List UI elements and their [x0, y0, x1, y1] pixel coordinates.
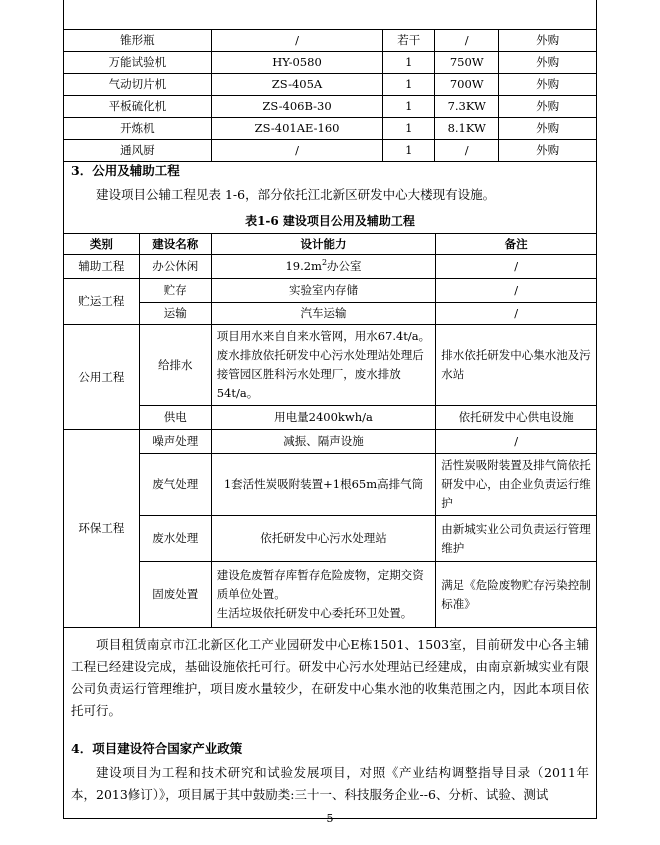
aux-table [63, 233, 597, 628]
section3-heading: 3．公用及辅助工程 [71, 163, 180, 178]
row-capacity: 用电量2400kwh/a [211, 406, 436, 430]
table-row [64, 325, 597, 406]
row-capacity: 实验室内存储 [211, 279, 436, 303]
table-row [64, 279, 597, 303]
row-name: 噪声处理 [139, 430, 211, 454]
table-row [64, 454, 597, 516]
row-note: 依托研发中心供电设施 [436, 406, 597, 430]
equip-name: 锥形瓶 [64, 30, 212, 52]
section4-heading: 4．项目建设符合国家产业政策 [71, 741, 243, 756]
row-name: 废气处理 [139, 454, 211, 516]
equipment-table [63, 29, 597, 162]
header-capacity: 设计能力 [211, 234, 436, 255]
table-row [64, 140, 597, 162]
capacity-tail: 办公室 [327, 259, 362, 273]
row-capacity: 减振、隔声设施 [211, 430, 436, 454]
row-name: 供电 [139, 406, 211, 430]
row-capacity: 项目用水来自自来水管网，用水67.4t/a。废水排放依托研发中心污水处理站处理后接管园区胜科污水处理厂，废水排放54t/a。 [211, 325, 436, 406]
table-row [64, 255, 597, 279]
equip-model: / [211, 30, 383, 52]
row-note: 满足《危险废物贮存污染控制标准》 [436, 562, 597, 628]
equip-qty: 1 [383, 140, 435, 162]
section4-text: 建设项目为工程和技术研究和试验发展项目，对照《产业结构调整指导目录（2011年本，2013修订）》，项目属于其中鼓励类:三十一、科技服务企业--6、分析、试验、测试 [71, 765, 589, 802]
equip-qty: 1 [383, 74, 435, 96]
capacity-value: 19.2m [285, 259, 322, 273]
row-note: 排水依托研发中心集水池及污水站 [436, 325, 597, 406]
section3-intro: 建设项目公辅工程见表 1-6，部分依托江北新区研发中心大楼现有设施。 [96, 187, 496, 202]
equip-power: 700W [435, 74, 499, 96]
equip-power: / [435, 140, 499, 162]
row-capacity [211, 255, 436, 279]
row-name: 给排水 [139, 325, 211, 406]
table-row [64, 406, 597, 430]
row-name: 贮存 [139, 279, 211, 303]
equip-name: 平板硫化机 [64, 96, 212, 118]
header-category: 类别 [64, 234, 140, 255]
row-name: 运输 [139, 303, 211, 325]
row-capacity: 1套活性炭吸附装置+1根65m高排气筒 [211, 454, 436, 516]
row-name: 办公休闲 [139, 255, 211, 279]
solid-capacity-line1: 建设危废暂存库暂存危险废物，定期交资质单位处置。 [216, 568, 424, 601]
equip-qty: 1 [383, 52, 435, 74]
table-row [64, 303, 597, 325]
row-note: / [436, 279, 597, 303]
equip-source: 外购 [499, 52, 597, 74]
equip-model: ZS-405A [211, 74, 383, 96]
equip-qty: 1 [383, 118, 435, 140]
equip-name: 通风厨 [64, 140, 212, 162]
row-note: / [436, 255, 597, 279]
row-capacity: 汽车运输 [211, 303, 436, 325]
table-row [64, 516, 597, 562]
row-note: / [436, 430, 597, 454]
equip-qty: 1 [383, 96, 435, 118]
header-name: 建设名称 [139, 234, 211, 255]
row-category: 辅助工程 [64, 255, 140, 279]
equip-model: ZS-401AE-160 [211, 118, 383, 140]
equip-power: 7.3KW [435, 96, 499, 118]
equip-source: 外购 [499, 30, 597, 52]
equip-source: 外购 [499, 74, 597, 96]
equip-name: 气动切片机 [64, 74, 212, 96]
row-note: 由新城实业公司负责运行管理维护 [436, 516, 597, 562]
row-name: 固废处置 [139, 562, 211, 628]
row-category: 公用工程 [64, 325, 140, 430]
solid-capacity-line2: 生活垃圾依托研发中心委托环卫处置。 [216, 606, 413, 620]
row-capacity [211, 562, 436, 628]
table-row [64, 430, 597, 454]
equip-name: 万能试验机 [64, 52, 212, 74]
row-note: 活性炭吸附装置及排气筒依托研发中心，由企业负责运行维护 [436, 454, 597, 516]
table-row [64, 30, 597, 52]
row-category: 贮运工程 [64, 279, 140, 325]
table-row [64, 118, 597, 140]
equip-power: / [435, 30, 499, 52]
row-category: 环保工程 [64, 430, 140, 628]
equip-model: / [211, 140, 383, 162]
equip-qty: 若干 [383, 30, 435, 52]
equip-model: ZS-406B-30 [211, 96, 383, 118]
table-row [64, 52, 597, 74]
table-row [64, 562, 597, 628]
row-name: 废水处理 [139, 516, 211, 562]
equip-source: 外购 [499, 118, 597, 140]
page-number: 5 [326, 812, 334, 825]
equip-power: 750W [435, 52, 499, 74]
equip-source: 外购 [499, 140, 597, 162]
row-capacity: 依托研发中心污水处理站 [211, 516, 436, 562]
table-header-row [64, 234, 597, 255]
row-note: / [436, 303, 597, 325]
equip-name: 开炼机 [64, 118, 212, 140]
equip-source: 外购 [499, 96, 597, 118]
table-title: 表1-6 建设项目公用及辅助工程 [245, 214, 415, 228]
capacity-sup: 2 [321, 258, 328, 268]
header-note: 备注 [436, 234, 597, 255]
main-paragraph: 项目租赁南京市江北新区化工产业园研发中心E栋1501、1503室，目前研发中心各主辅工程已经建设完成，基础设施依托可行。研发中心污水处理站已经建成，由南京新城实业有限公司负责运行管理维护，项目废水量较少，在研发中心集水池的收集范围之内，因此本项目依托可行。 [71, 637, 589, 718]
table-row [64, 74, 597, 96]
equip-model: HY-0580 [211, 52, 383, 74]
table-row [64, 96, 597, 118]
equip-power: 8.1KW [435, 118, 499, 140]
